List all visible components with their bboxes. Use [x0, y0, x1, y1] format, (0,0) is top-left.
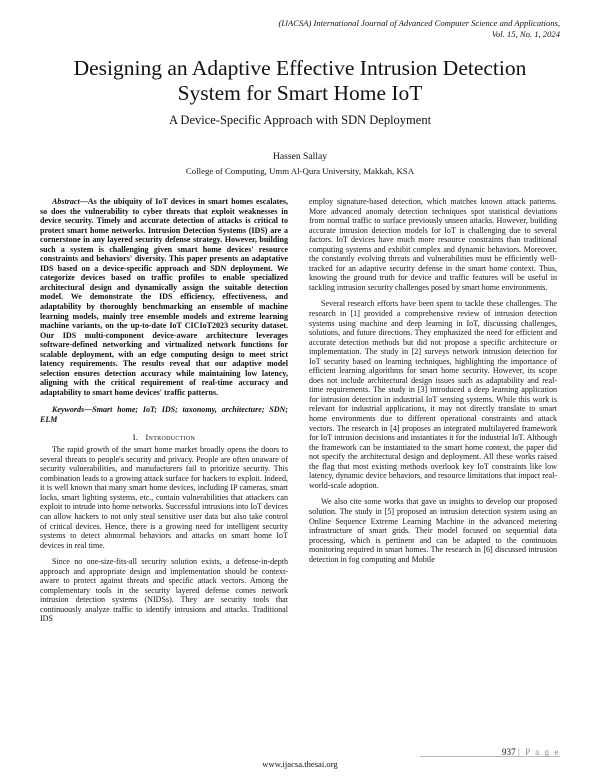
title-line-1: Designing an Adaptive Effective Intrusion Detection: [73, 56, 527, 80]
abstract: [40, 197, 288, 397]
paragraph: Since no one-size-fits-all security solution exists, a defense-in-depth approach and appropriate design and implementation should be context-aware to protect against threats and specific attack vectors. Among the complementary tools in the security layered defense comes network intrusion detection systems (NIDSs). They are security tools that continuously analyze traffic to identify intrusions and attacks. Traditional IDS: [40, 557, 288, 624]
title-line-2: System for Smart Home IoT: [177, 81, 423, 105]
keywords-label: Keywords—: [52, 405, 93, 415]
section-heading-introduction: [40, 433, 288, 443]
paper-title: [20, 56, 580, 106]
journal-url: www.ijacsa.thesai.org: [262, 759, 338, 769]
author-affiliation: College of Computing, Umm Al-Qura University, Makkah, KSA: [185, 166, 415, 176]
section-title: Introduction: [145, 432, 196, 442]
left-column: [40, 197, 288, 624]
page-number: [502, 747, 560, 757]
paragraph: Several research efforts have been spent to tackle these challenges. The research in [1] provided a comprehensive review of intrusion detection systems using machine and deep learning in IoT, discussing challenges, solutions, and future directions. They emphasized the need for efficient and accurate detection methods but did not propose a specific architecture or implementation. The study in [2] surveys network intrusion detection for IoT security based on learning techniques, highlighting the importance of efficient learning algorithms for smart home security. However, its scope does not include architectural design issues such as adaptability and real-time requirements. The study in [3] introduced a deep learning application for intrusion detection in industrial IoT sensing systems. While this work is relevant for industrial applications, it may not directly translate to smart home environments due to different operational constraints and attack vectors. The research in [4] proposes an integrated multilayered framework for IoT intrusion decisions and instantiates it for the industrial IoT. Although the framework can be instantiated to the smart home context, the paper did not specify the architectural design and deployment. All these works raised the flag that most existing methods overlook key IoT constraints like low latency, dynamic device behaviors, and resource limitations that impact real-world-scale adoption.: [309, 299, 557, 490]
journal-name: (IJACSA) International Journal of Advanced Computer Science and Applications,: [278, 18, 560, 28]
paragraph: The rapid growth of the smart home market broadly opens the doors to several threats to people's security and privacy. People are often unaware of security vulnerabilities, and manufacturers fail to prioritize security. This combination leads to a growing attack surface for hackers to exploit. Indeed, it is well known that many smart home devices, including IP cameras, smart locks, smart lighting systems, etc., contain vulnerabilities that attackers can exploit to intrude into home networks. Successful intrusions into IoT devices can allow hackers to not only steal sensitive user data but also take control of critical devices. Hence, there is a growing need for intelligent security systems to detect abnormal behaviors and attacks on smart home IoT devices in real time.: [40, 445, 288, 550]
journal-volume: Vol. 15, No. 1, 2024: [491, 28, 560, 39]
abstract-label: Abstract—: [52, 197, 88, 206]
author-name: Hassen Sallay: [272, 151, 328, 162]
right-column: [309, 197, 557, 564]
paragraph: employ signature-based detection, which matches known attack patterns. More advanced anomaly detection techniques spot statistical deviations from normal traffic to surface previously unseen attacks. However, building accurate intrusion detection models for IoT is challenging due to several factors. IoT devices have much more resource constraints than traditional computing systems and exhibit complex and dynamic behaviors. Moreover, the constantly evolving threats and vulnerabilities must be efficiently well-tracked for an adaptive security defense in the smart home context. Thus, knowing the ground truth for device and traffic features will be useful in tackling intrusion security challenges posed by smart home environments.: [309, 197, 557, 292]
page-label: | P a g e: [517, 747, 560, 757]
paragraph: We also cite some works that gave us insights to develop our proposed solution. The study in [5] proposed an intrusion detection system using an Online Sequence Extreme Learning Machine in the advanced metering infrastructure of smart grids. Their model focused on sequential data processing, which is pertinent and can be adapted to the continuous monitoring required in smart homes. The research in [6] discussed intrusion detection in fog computing and Mobile: [309, 497, 557, 564]
section-number: I.: [132, 432, 139, 442]
keywords: [40, 405, 288, 424]
page-number-value: 937: [501, 747, 516, 757]
abstract-text: As the ubiquity of IoT devices in smart homes escalates, so does the vulnerability to cyber threats that exploit weaknesses in device security. Timely and accurate detection of attacks is critical to protect smart home networks. Intrusion Detection Systems (IDS) are a cornerstone in any layered security defense strategy. However, building such a system is challenging given smart home devices' resource constraints and behaviors' diversity. This paper presents an adaptative IDS based on a device-specific approach and SDN deployment. We categorize devices based on traffic profiles to enable specialized architectural design and dynamically assign the suitable detection model. We demonstrate the IDS efficiency, effectiveness, and adaptability by thoroughly benchmarking an ensemble of machine learning models, mainly tree ensemble models and extreme learning machine variants, on the up-to-date IoT CICIoT2023 security dataset. Our IDS multi-component device-aware architecture leverages software-defined networking and virtualized network functions for scalable deployment, with an edge computing design to meet strict latency requirements. The results reveal that our adaptive model selection ensures detection accuracy while maintaining low latency, aligning with the critical requirement of real-time accuracy and adaptability to smart home devices' traffic patterns.: [40, 197, 288, 397]
paper-subtitle: A Device-Specific Approach with SDN Deployment: [168, 113, 432, 127]
journal-header: [140, 18, 560, 39]
keywords-text: Smart home; IoT; IDS; taxonomy, architecture; SDN; ELM: [40, 405, 288, 425]
